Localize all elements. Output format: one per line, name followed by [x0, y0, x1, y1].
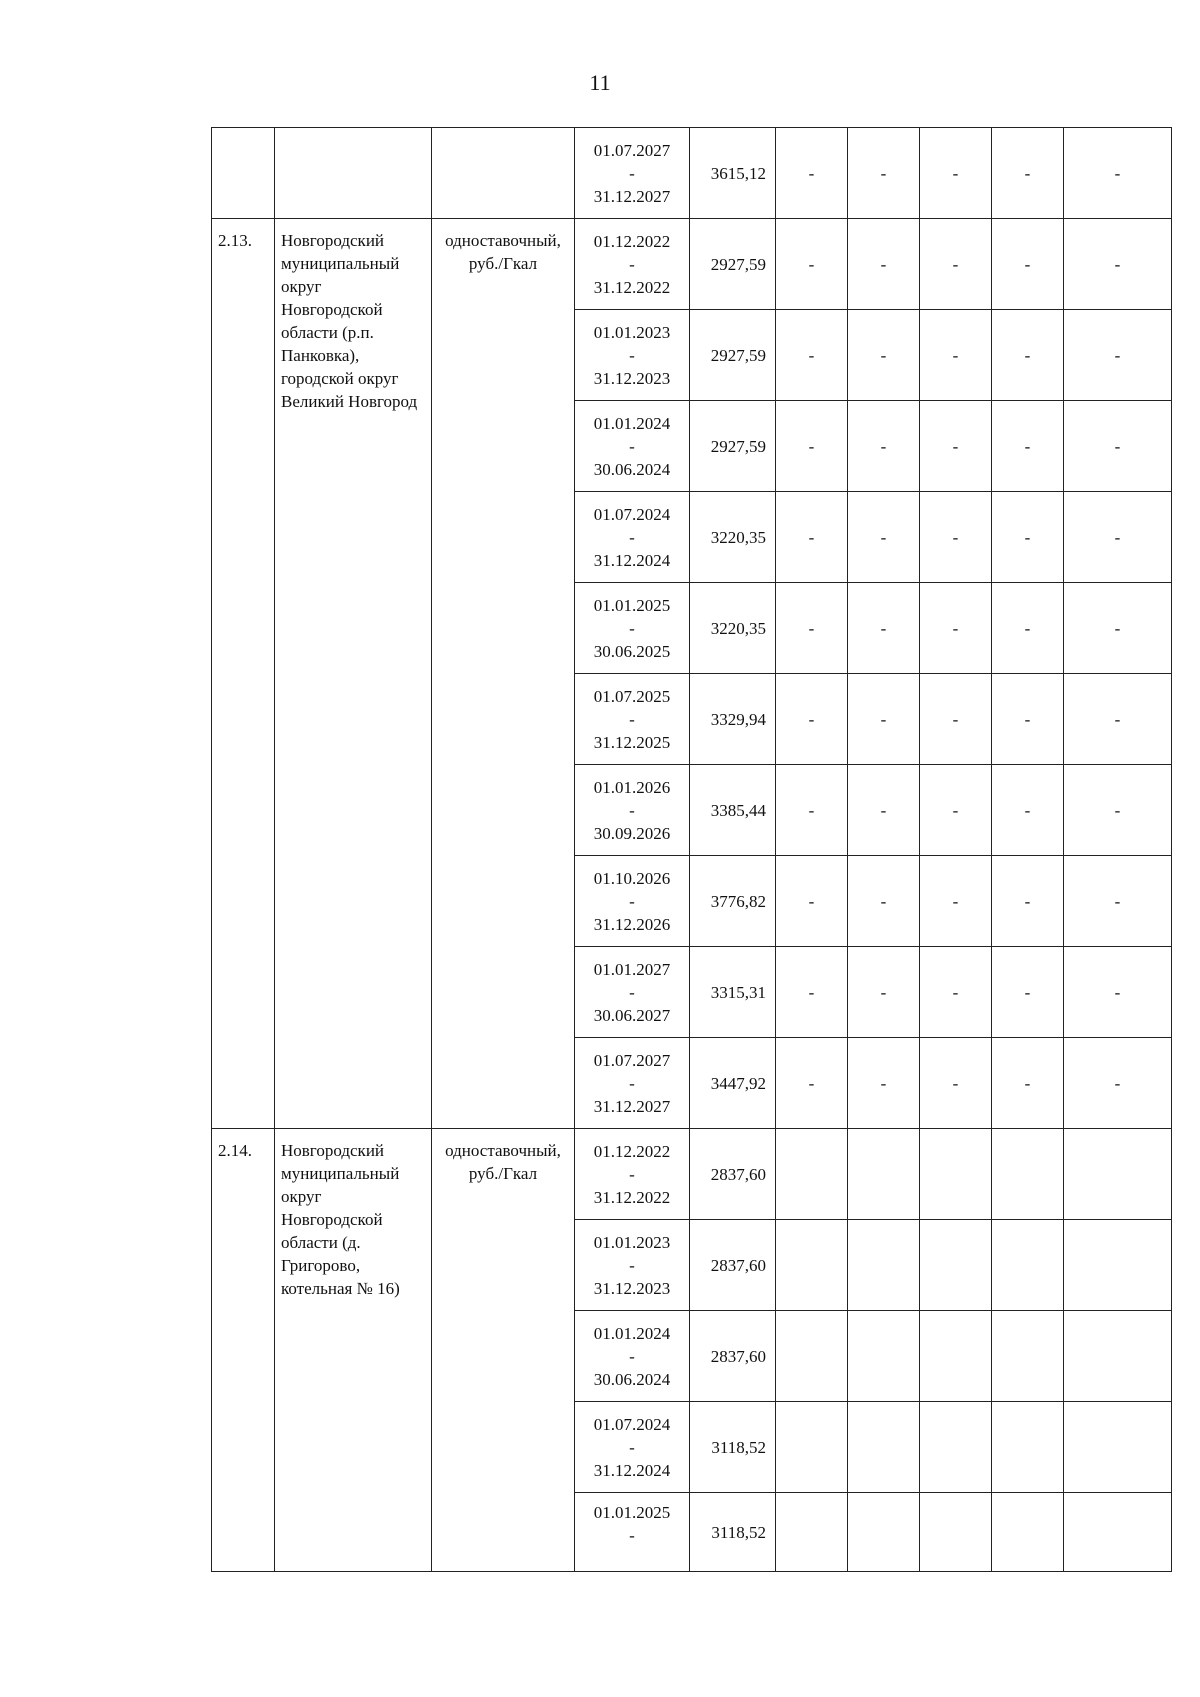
period-separator: - — [629, 1346, 635, 1366]
period-from: 01.01.2023 — [593, 322, 671, 342]
period-separator: - — [629, 1164, 635, 1184]
tariff-type-cell — [432, 128, 575, 219]
extra-value-cell: - — [848, 1038, 920, 1129]
period-separator: - — [629, 618, 635, 638]
extra-value-cell — [776, 1311, 848, 1402]
extra-value-cell — [920, 1220, 992, 1311]
tariff-value-cell: 2927,59 — [690, 401, 776, 492]
period-from: 01.07.2025 — [593, 686, 671, 706]
extra-value-cell: - — [848, 765, 920, 856]
tariff-value-cell: 2927,59 — [690, 219, 776, 310]
extra-value-cell: - — [992, 310, 1064, 401]
extra-value-cell: - — [1064, 128, 1172, 219]
tariff-value-cell: 3329,94 — [690, 674, 776, 765]
extra-value-cell: - — [848, 856, 920, 947]
extra-value-cell: - — [1064, 856, 1172, 947]
period-to: 31.12.2027 — [593, 1096, 671, 1116]
extra-value-cell: - — [920, 310, 992, 401]
territory-cell — [275, 128, 432, 219]
extra-value-cell — [992, 1402, 1064, 1493]
period-cell — [575, 219, 690, 310]
extra-value-cell — [992, 1129, 1064, 1220]
extra-value-cell — [776, 1493, 848, 1572]
period-to: 31.12.2022 — [593, 1187, 671, 1207]
period-cell — [575, 128, 690, 219]
extra-value-cell — [992, 1311, 1064, 1402]
period-to: 31.12.2023 — [593, 368, 671, 388]
extra-value-cell: - — [848, 492, 920, 583]
tariff-type-cell: одноставочный, руб./Гкал — [432, 219, 575, 1129]
extra-value-cell — [848, 1493, 920, 1572]
extra-value-cell: - — [776, 492, 848, 583]
period-from: 01.07.2024 — [593, 1414, 671, 1434]
tariff-value-cell: 2837,60 — [690, 1129, 776, 1220]
extra-value-cell — [992, 1493, 1064, 1572]
period-separator: - — [629, 436, 635, 456]
tariff-type-cell: одноставочный, руб./Гкал — [432, 1129, 575, 1572]
period-cell — [575, 1220, 690, 1311]
extra-value-cell: - — [776, 856, 848, 947]
extra-value-cell: - — [848, 583, 920, 674]
extra-value-cell — [1064, 1220, 1172, 1311]
tariff-value-cell: 3776,82 — [690, 856, 776, 947]
period-separator: - — [629, 345, 635, 365]
extra-value-cell — [920, 1493, 992, 1572]
row-number-cell — [212, 128, 275, 219]
extra-value-cell: - — [920, 583, 992, 674]
extra-value-cell: - — [992, 947, 1064, 1038]
period-cell — [575, 492, 690, 583]
tariff-table-body — [212, 128, 1172, 1572]
period-to: 31.12.2025 — [593, 732, 671, 752]
extra-value-cell — [1064, 1402, 1172, 1493]
extra-value-cell: - — [776, 1038, 848, 1129]
extra-value-cell: - — [920, 674, 992, 765]
period-to: 30.06.2025 — [593, 641, 671, 661]
extra-value-cell: - — [920, 219, 992, 310]
extra-value-cell — [776, 1220, 848, 1311]
extra-value-cell: - — [776, 583, 848, 674]
period-cell — [575, 765, 690, 856]
extra-value-cell — [920, 1129, 992, 1220]
period-from: 01.12.2022 — [593, 1141, 671, 1161]
period-separator: - — [629, 891, 635, 911]
tariff-value-cell: 3220,35 — [690, 583, 776, 674]
extra-value-cell: - — [1064, 674, 1172, 765]
tariff-value-cell: 2927,59 — [690, 310, 776, 401]
extra-value-cell: - — [1064, 765, 1172, 856]
extra-value-cell: - — [1064, 947, 1172, 1038]
extra-value-cell: - — [848, 310, 920, 401]
period-from: 01.07.2024 — [593, 504, 671, 524]
period-separator: - — [629, 982, 635, 1002]
period-cell — [575, 1311, 690, 1402]
territory-cell: Новгородский муниципальный округ Новгородской области (р.п. Панковка), городской округ Великий Новгород — [275, 219, 432, 1129]
period-from: 01.01.2027 — [593, 959, 671, 979]
period-cell — [575, 856, 690, 947]
extra-value-cell — [1064, 1493, 1172, 1572]
extra-value-cell: - — [1064, 583, 1172, 674]
extra-value-cell: - — [848, 674, 920, 765]
period-from: 01.10.2026 — [593, 868, 671, 888]
extra-value-cell: - — [992, 128, 1064, 219]
period-from: 01.01.2025 — [593, 595, 671, 615]
table-row — [212, 128, 1172, 219]
period-to: 31.12.2024 — [593, 550, 671, 570]
extra-value-cell: - — [776, 219, 848, 310]
extra-value-cell: - — [992, 674, 1064, 765]
extra-value-cell: - — [920, 1038, 992, 1129]
period-cell — [575, 401, 690, 492]
period-separator: - — [629, 1255, 635, 1275]
extra-value-cell — [1064, 1129, 1172, 1220]
period-separator: - — [629, 800, 635, 820]
period-from: 01.01.2024 — [593, 1323, 671, 1343]
extra-value-cell: - — [992, 1038, 1064, 1129]
period-separator: - — [629, 1073, 635, 1093]
extra-value-cell: - — [776, 947, 848, 1038]
row-number-cell: 2.13. — [212, 219, 275, 1129]
extra-value-cell: - — [920, 856, 992, 947]
extra-value-cell: - — [776, 765, 848, 856]
tariff-value-cell: 3315,31 — [690, 947, 776, 1038]
extra-value-cell: - — [992, 401, 1064, 492]
extra-value-cell: - — [920, 401, 992, 492]
tariff-value-cell: 2837,60 — [690, 1220, 776, 1311]
tariff-value-cell: 3220,35 — [690, 492, 776, 583]
period-cell — [575, 947, 690, 1038]
extra-value-cell: - — [1064, 310, 1172, 401]
extra-value-cell: - — [776, 310, 848, 401]
extra-value-cell: - — [920, 492, 992, 583]
period-from: 01.07.2027 — [593, 140, 671, 160]
extra-value-cell — [992, 1220, 1064, 1311]
period-to: 31.12.2027 — [593, 186, 671, 206]
period-separator: - — [629, 163, 635, 183]
period-cell — [575, 1038, 690, 1129]
period-cell — [575, 1129, 690, 1220]
extra-value-cell — [848, 1129, 920, 1220]
extra-value-cell — [776, 1402, 848, 1493]
page-number: 11 — [589, 70, 611, 95]
extra-value-cell — [776, 1129, 848, 1220]
extra-value-cell: - — [1064, 492, 1172, 583]
extra-value-cell: - — [776, 128, 848, 219]
extra-value-cell — [848, 1220, 920, 1311]
period-to: 31.12.2022 — [593, 277, 671, 297]
extra-value-cell: - — [992, 219, 1064, 310]
row-number-cell: 2.14. — [212, 1129, 275, 1572]
extra-value-cell — [1064, 1311, 1172, 1402]
period-to: 30.06.2027 — [593, 1005, 671, 1025]
extra-value-cell — [920, 1311, 992, 1402]
territory-cell: Новгородский муниципальный округ Новгородской области (д. Григорово, котельная № 16) — [275, 1129, 432, 1572]
period-to: 30.06.2024 — [593, 1369, 671, 1389]
period-cell — [575, 1493, 690, 1572]
period-separator: - — [629, 1437, 635, 1457]
period-from: 01.01.2026 — [593, 777, 671, 797]
period-to: 31.12.2024 — [593, 1460, 671, 1480]
tariff-value-cell: 3615,12 — [690, 128, 776, 219]
tariff-value-cell: 3447,92 — [690, 1038, 776, 1129]
period-to: 31.12.2026 — [593, 914, 671, 934]
extra-value-cell: - — [920, 947, 992, 1038]
extra-value-cell: - — [920, 765, 992, 856]
extra-value-cell — [848, 1311, 920, 1402]
extra-value-cell: - — [992, 583, 1064, 674]
period-separator: - — [629, 527, 635, 547]
period-cell — [575, 674, 690, 765]
tariff-value-cell: 3385,44 — [690, 765, 776, 856]
period-from: 01.12.2022 — [593, 231, 671, 251]
period-separator: - — [629, 1526, 635, 1545]
period-separator: - — [629, 709, 635, 729]
extra-value-cell: - — [992, 492, 1064, 583]
extra-value-cell: - — [920, 128, 992, 219]
extra-value-cell: - — [1064, 401, 1172, 492]
period-to: 30.09.2026 — [593, 823, 671, 843]
table-row — [212, 1129, 1172, 1220]
extra-value-cell: - — [992, 856, 1064, 947]
tariff-table — [211, 127, 1172, 1572]
extra-value-cell: - — [1064, 1038, 1172, 1129]
extra-value-cell: - — [776, 674, 848, 765]
extra-value-cell: - — [848, 128, 920, 219]
period-cell — [575, 1402, 690, 1493]
period-to: 31.12.2023 — [593, 1278, 671, 1298]
period-from: 01.01.2025 — [593, 1503, 671, 1522]
extra-value-cell — [920, 1402, 992, 1493]
period-cell — [575, 583, 690, 674]
period-from: 01.01.2024 — [593, 413, 671, 433]
period-cell — [575, 310, 690, 401]
extra-value-cell: - — [848, 947, 920, 1038]
period-separator: - — [629, 254, 635, 274]
extra-value-cell: - — [848, 401, 920, 492]
period-from: 01.07.2027 — [593, 1050, 671, 1070]
extra-value-cell: - — [1064, 219, 1172, 310]
table-row — [212, 219, 1172, 310]
tariff-value-cell: 3118,52 — [690, 1402, 776, 1493]
period-from: 01.01.2023 — [593, 1232, 671, 1252]
extra-value-cell: - — [776, 401, 848, 492]
extra-value-cell — [848, 1402, 920, 1493]
extra-value-cell: - — [848, 219, 920, 310]
tariff-value-cell: 3118,52 — [690, 1493, 776, 1572]
extra-value-cell: - — [992, 765, 1064, 856]
tariff-value-cell: 2837,60 — [690, 1311, 776, 1402]
period-to: 30.06.2024 — [593, 459, 671, 479]
